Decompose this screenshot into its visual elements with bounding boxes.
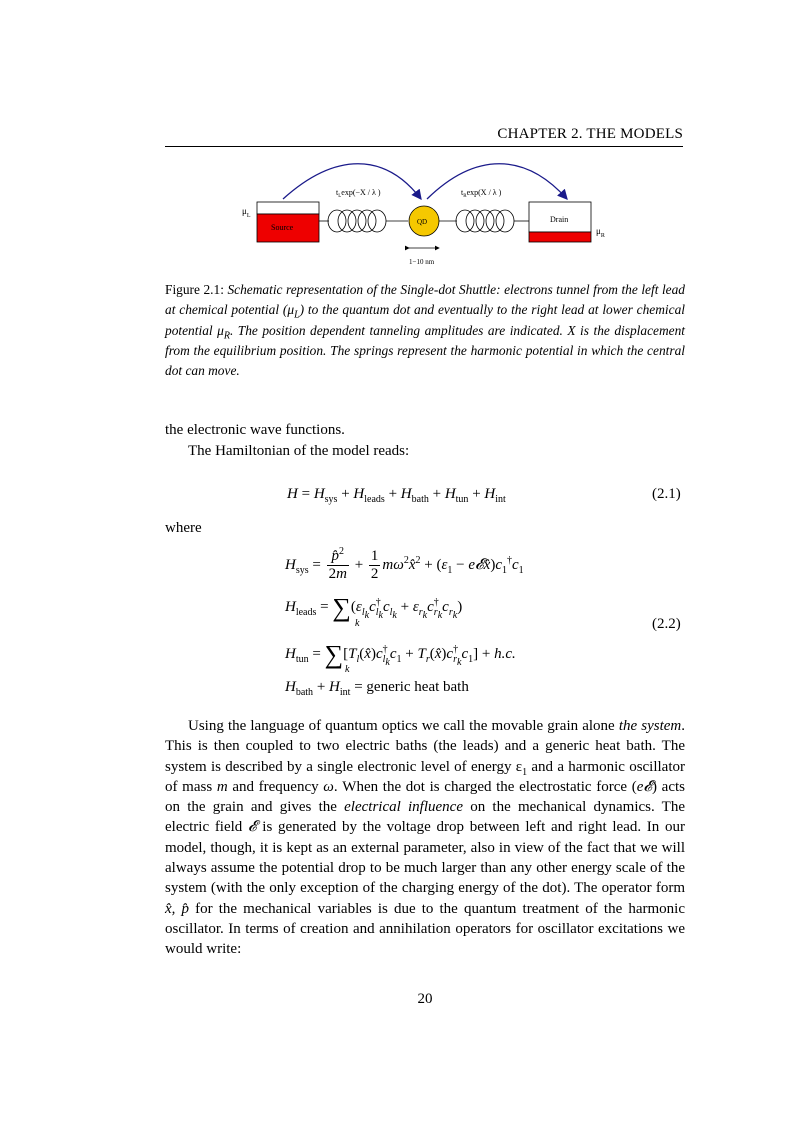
shuttle-schematic-figure: [165, 162, 725, 272]
equation-h-bath-int: $H_{bath} + H_{int}$ = generic heat bath: [285, 679, 469, 698]
equation-h-leads: $H_{leads} = \sum(\varepsilon_{l_k}c^\dagger_{l_k}c_{l_k} + \varepsilon_{r_k}c^\dagger_{r_k}c_{r_k})$ k: [285, 593, 463, 629]
body-paragraph: Using the language of quantum optics we call the movable grain alone the system. This is then coupled to two electric baths (the leads) and a generic heat bath. The system is described by a single electronic level of energy $\varepsilon_1$ and a harmonic oscillator of mass m and frequency ω. When the dot is charged the electrostatic force (e𝓔) acts on the grain and gives the electrical influence on the mechanical dynamics. The electric field 𝓔 is generated by the voltage drop between left and right lead. In our model, though, it is kept as an external parameter, also in view of the fact that we will always assume the potential drop to be much larger than any other energy scale of the system (with the only exception of the charging energy of the dot). The operator form x̂, p̂ for the mechanical variables is due to the quantum treatment of the harmonic oscillator. In terms of creation and annihilation operators for oscillator excitations we would write:: [165, 718, 686, 958]
left-spring: [319, 210, 408, 232]
equation-number-2-1: (2.1): [652, 486, 681, 502]
equation-h-tun: $H_{tun}$ = $\sum[T_l(x̂)c^\dagger_{l_k}c_1$ + $T_r(x̂)c^\dagger_{r_k}c_1] + h.c$. k: [285, 640, 516, 675]
caption-text: Schematic representation of the Single-dot Shuttle: electrons tunnel from the left lead at chemical potential $(\mu_L)$ to the quantum dot and eventually to the right lead at lower chemical potential $\mu_R$. The position dependent tanneling amplitudes are indicated. X is the displacement from the equilibrium position. The springs represent the harmonic potential in which the central dot can move.: [165, 282, 685, 379]
source-label: Source: [271, 223, 294, 232]
running-header: CHAPTER 2. THE MODELS: [497, 126, 683, 142]
header-rule: [165, 146, 683, 147]
right-tunnel-label: $t_R\exp(X$ / λ ): [461, 188, 502, 199]
drain-label: Drain: [550, 215, 569, 224]
body-line-1: the electronic wave functions.: [165, 422, 345, 438]
source-lead-top: [257, 202, 319, 214]
equation-h-sys: $H_{sys}$ = $\frac{p̂^2}{2m}$ + $\frac{1}{2}$ $m\omega^2x̂^2 + (\varepsilon_1$ − $e𝓔x̂)c_1^\dagger c_1$: [285, 546, 524, 582]
caption-label: Figure 2.1:: [165, 282, 224, 297]
figure-caption: [165, 280, 685, 381]
body-line-2: The Hamiltonian of the model reads:: [188, 443, 410, 459]
equation-number-2-2: (2.2): [652, 616, 681, 632]
dot-label: QD: [417, 218, 428, 226]
mu-left-label: $\mu_L$: [242, 206, 251, 219]
where-label: where: [165, 520, 202, 536]
page-number: 20: [417, 991, 433, 1007]
equation-2-1: $H = H_{sys} + H_{leads} + H_{bath} + H_{tun} + H_{int}$: [287, 486, 506, 505]
mu-right-label: $\mu_R$: [596, 226, 605, 239]
drain-lead-fill: [529, 232, 591, 242]
left-tunnel-label: $t_L\exp(-X / \lambda$ ): [336, 188, 381, 199]
distance-label: 1−10 nm: [409, 258, 435, 266]
right-spring: [439, 210, 529, 232]
